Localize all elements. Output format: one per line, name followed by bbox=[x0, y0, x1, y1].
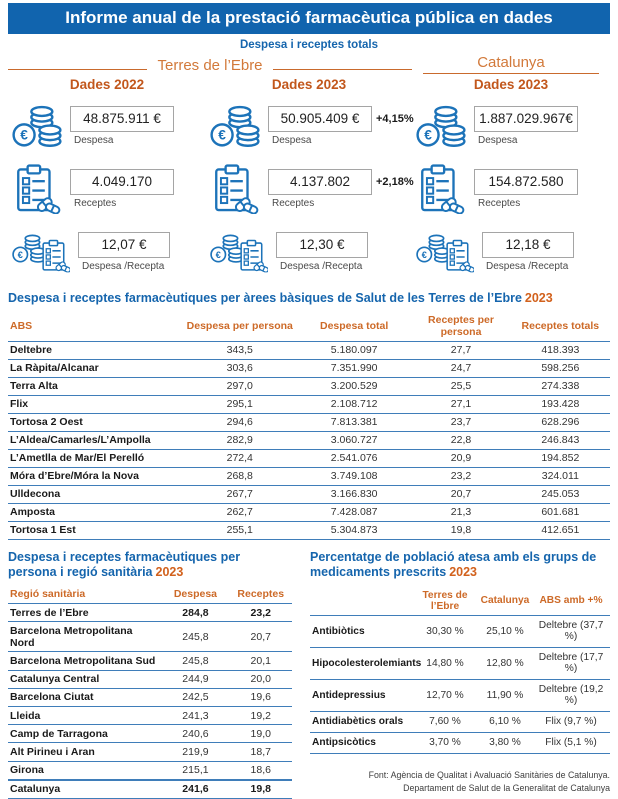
table-row bbox=[8, 670, 292, 688]
despesa-delta: +4,15% bbox=[376, 112, 414, 125]
abs-max-cell: Deltebre (17,7 %) bbox=[532, 647, 610, 679]
coins-clipboard-icon bbox=[416, 228, 474, 276]
despesa-persona-cell: 268,8 bbox=[183, 467, 297, 485]
med-group-cell: Antibiòtics bbox=[310, 615, 412, 647]
tde-percent-cell: 30,30 % bbox=[412, 615, 478, 647]
table-row bbox=[8, 743, 292, 761]
despesa-cell: 240,6 bbox=[161, 725, 229, 743]
page-title: Informe anual de la prestació farmacèutica pública en dades bbox=[65, 8, 553, 27]
bottom-section bbox=[8, 550, 610, 799]
table-row bbox=[8, 377, 610, 395]
receptes-totals-cell: 598.256 bbox=[511, 359, 610, 377]
abs-table-header-row bbox=[8, 310, 610, 342]
despesa-cell: 241,6 bbox=[161, 780, 229, 799]
region-name-cell: Barcelona Metropolitana Sud bbox=[8, 652, 161, 670]
region-name-cell: Girona bbox=[8, 761, 161, 780]
receptes-cell: 20,7 bbox=[230, 622, 292, 652]
despesa-total-cell: 3.166.830 bbox=[297, 485, 411, 503]
table-row bbox=[8, 622, 292, 652]
abs-name-cell: Amposta bbox=[8, 503, 183, 521]
abs-max-cell: Flix (9,7 %) bbox=[532, 711, 610, 732]
group-label-catalunya: Catalunya bbox=[477, 54, 545, 71]
table-row bbox=[8, 431, 610, 449]
stat-receptes-tde-2023 bbox=[206, 157, 412, 220]
abs-name-cell: Deltebre bbox=[8, 341, 183, 359]
stat-label-receptes: Receptes bbox=[272, 197, 315, 209]
stat-label-despesa-recepta: Despesa /Recepta bbox=[280, 260, 363, 272]
despesa-total-cell: 5.180.097 bbox=[297, 341, 411, 359]
table-row bbox=[8, 688, 292, 706]
territory-group-row bbox=[8, 54, 610, 74]
stat-label-receptes: Receptes bbox=[74, 197, 117, 209]
despesa-persona-cell: 262,7 bbox=[183, 503, 297, 521]
stat-label-despesa: Despesa bbox=[272, 134, 312, 146]
despesa-cell: 241,3 bbox=[161, 707, 229, 725]
receptes-persona-cell: 20,9 bbox=[411, 449, 510, 467]
orange-rule bbox=[273, 69, 412, 70]
despesa-cell: 245,8 bbox=[161, 622, 229, 652]
clipboard-pills-icon bbox=[210, 164, 260, 214]
meds-table-title-year: 2023 bbox=[449, 565, 477, 580]
region-name-cell: Terres de l’Ebre bbox=[8, 604, 161, 622]
receptes-persona-cell: 25,5 bbox=[411, 377, 510, 395]
coins-clipboard-icon bbox=[210, 228, 268, 276]
region-table-title-text: Despesa i receptes farmacèutiques per persona i regió sanitària bbox=[8, 549, 241, 580]
despesa-value: 50.905.409 € bbox=[268, 106, 372, 132]
column-header: Despesa total bbox=[320, 319, 389, 332]
despesa-total-cell: 2.541.076 bbox=[297, 449, 411, 467]
meds-table bbox=[310, 586, 610, 754]
table-row bbox=[310, 711, 610, 732]
despesa-persona-cell: 272,4 bbox=[183, 449, 297, 467]
table-row bbox=[8, 604, 292, 622]
meds-table-title-text: Percentatge de població atesa amb els grups de medicaments prescrits bbox=[310, 549, 597, 580]
despesa-persona-cell: 295,1 bbox=[183, 395, 297, 413]
abs-table-section bbox=[8, 291, 610, 540]
period-row bbox=[8, 77, 610, 92]
despesa-cell: 284,8 bbox=[161, 604, 229, 622]
coins-clipboard-icon bbox=[12, 228, 70, 276]
table-row bbox=[8, 503, 610, 521]
receptes-cell: 19,6 bbox=[230, 688, 292, 706]
region-name-cell: Alt Pirineu i Aran bbox=[8, 743, 161, 761]
column-header: Catalunya bbox=[480, 595, 530, 607]
group-label-terres-ebre: Terres de l’Ebre bbox=[157, 57, 263, 74]
tde-percent-cell: 12,70 % bbox=[412, 679, 478, 711]
table-row bbox=[8, 341, 610, 359]
abs-name-cell: Flix bbox=[8, 395, 183, 413]
stat-label-despesa-recepta: Despesa /Recepta bbox=[82, 260, 165, 272]
meds-table-header-row bbox=[310, 586, 610, 616]
despesa-recepta-value: 12,18 € bbox=[482, 232, 574, 258]
med-group-cell: Hipocolesterolemiants bbox=[310, 647, 412, 679]
receptes-persona-cell: 20,7 bbox=[411, 485, 510, 503]
region-name-cell: Barcelona Ciutat bbox=[8, 688, 161, 706]
despesa-total-cell: 5.304.873 bbox=[297, 521, 411, 539]
med-group-cell: Antidiabètics orals bbox=[310, 711, 412, 732]
receptes-totals-cell: 628.296 bbox=[511, 413, 610, 431]
receptes-value: 4.049.170 bbox=[70, 169, 174, 195]
despesa-cell: 242,5 bbox=[161, 688, 229, 706]
abs-name-cell: Tortosa 1 Est bbox=[8, 521, 183, 539]
receptes-persona-cell: 22,8 bbox=[411, 431, 510, 449]
receptes-cell: 23,2 bbox=[230, 604, 292, 622]
abs-name-cell: L’Aldea/Camarles/L’Ampolla bbox=[8, 431, 183, 449]
receptes-persona-cell: 21,3 bbox=[411, 503, 510, 521]
period-label-2023-tde: Dades 2023 bbox=[271, 77, 347, 92]
group-terres-ebre bbox=[8, 54, 412, 74]
source-line-1: Font: Agència de Qualitat i Avaluació Sanitàries de Catalunya. bbox=[368, 769, 610, 780]
receptes-totals-cell: 193.428 bbox=[511, 395, 610, 413]
abs-name-cell: Ulldecona bbox=[8, 485, 183, 503]
receptes-persona-cell: 27,7 bbox=[411, 341, 510, 359]
source-line-2: Departament de Salut de la Generalitat de Catalunya bbox=[403, 782, 610, 793]
column-header: ABS amb +% bbox=[539, 595, 603, 607]
despesa-cell: 244,9 bbox=[161, 670, 229, 688]
meds-table-body bbox=[310, 615, 610, 753]
table-row bbox=[8, 652, 292, 670]
receptes-cell: 19,2 bbox=[230, 707, 292, 725]
stat-despesa-recepta-cat-2023 bbox=[412, 220, 610, 283]
receptes-cell: 18,6 bbox=[230, 761, 292, 780]
column-header: Regió sanitària bbox=[10, 588, 86, 601]
region-name-cell: Catalunya bbox=[8, 780, 161, 799]
table-row bbox=[8, 395, 610, 413]
despesa-persona-cell: 255,1 bbox=[183, 521, 297, 539]
region-name-cell: Camp de Tarragona bbox=[8, 725, 161, 743]
report-title-bar bbox=[8, 3, 610, 34]
clipboard-pills-icon bbox=[12, 164, 62, 214]
period-label-2022: Dades 2022 bbox=[69, 77, 145, 92]
abs-max-cell: Flix (5,1 %) bbox=[532, 732, 610, 753]
abs-name-cell: Tortosa 2 Oest bbox=[8, 413, 183, 431]
receptes-persona-cell: 27,1 bbox=[411, 395, 510, 413]
table-row bbox=[8, 449, 610, 467]
receptes-persona-cell: 23,2 bbox=[411, 467, 510, 485]
receptes-cell: 18,7 bbox=[230, 743, 292, 761]
abs-name-cell: La Ràpita/Alcanar bbox=[8, 359, 183, 377]
table-row bbox=[310, 615, 610, 647]
column-header: ABS bbox=[10, 319, 33, 332]
cat-percent-cell: 25,10 % bbox=[478, 615, 532, 647]
abs-max-cell: Deltebre (19,2 %) bbox=[532, 679, 610, 711]
despesa-recepta-value: 12,30 € bbox=[276, 232, 368, 258]
despesa-cell: 245,8 bbox=[161, 652, 229, 670]
receptes-delta: +2,18% bbox=[376, 175, 414, 188]
column-header: Receptes bbox=[237, 588, 285, 601]
despesa-total-cell: 7.351.990 bbox=[297, 359, 411, 377]
table-row bbox=[8, 725, 292, 743]
receptes-persona-cell: 23,7 bbox=[411, 413, 510, 431]
stat-receptes-cat-2023 bbox=[412, 157, 610, 220]
despesa-persona-cell: 267,7 bbox=[183, 485, 297, 503]
euro-coins-icon bbox=[12, 101, 62, 151]
receptes-cell: 19,0 bbox=[230, 725, 292, 743]
receptes-totals-cell: 274.338 bbox=[511, 377, 610, 395]
column-header: Terres de l’Ebre bbox=[422, 589, 468, 612]
column-header: Despesa bbox=[173, 588, 218, 601]
med-group-cell: Antipsicòtics bbox=[310, 732, 412, 753]
totals-stats-grid bbox=[8, 94, 610, 283]
despesa-value: 1.887.029.967€ bbox=[474, 106, 578, 132]
source-note bbox=[310, 769, 610, 799]
despesa-persona-cell: 303,6 bbox=[183, 359, 297, 377]
med-group-cell: Antidepressius bbox=[310, 679, 412, 711]
stat-label-despesa-recepta: Despesa /Recepta bbox=[486, 260, 569, 272]
table-row bbox=[310, 732, 610, 753]
receptes-persona-cell: 19,8 bbox=[411, 521, 510, 539]
receptes-totals-cell: 324.011 bbox=[511, 467, 610, 485]
tde-percent-cell: 7,60 % bbox=[412, 711, 478, 732]
region-name-cell: Lleida bbox=[8, 707, 161, 725]
abs-table bbox=[8, 310, 610, 540]
table-row bbox=[8, 413, 610, 431]
abs-name-cell: Móra d’Ebre/Móra la Nova bbox=[8, 467, 183, 485]
despesa-cell: 215,1 bbox=[161, 761, 229, 780]
receptes-value: 154.872.580 bbox=[474, 169, 578, 195]
table-row bbox=[8, 467, 610, 485]
region-table bbox=[8, 586, 292, 799]
despesa-persona-cell: 343,5 bbox=[183, 341, 297, 359]
stat-despesa-tde-2023 bbox=[206, 94, 412, 157]
receptes-totals-cell: 245.053 bbox=[511, 485, 610, 503]
table-row bbox=[310, 647, 610, 679]
abs-name-cell: Terra Alta bbox=[8, 377, 183, 395]
table-row bbox=[8, 761, 292, 780]
cat-percent-cell: 11,90 % bbox=[478, 679, 532, 711]
cat-percent-cell: 12,80 % bbox=[478, 647, 532, 679]
column-header: Receptes per persona bbox=[428, 313, 494, 338]
receptes-value: 4.137.802 bbox=[268, 169, 372, 195]
totals-subtitle: Despesa i receptes totals bbox=[239, 39, 379, 51]
despesa-persona-cell: 282,9 bbox=[183, 431, 297, 449]
table-row bbox=[310, 679, 610, 711]
region-name-cell: Catalunya Central bbox=[8, 670, 161, 688]
abs-table-title bbox=[8, 291, 610, 307]
receptes-cell: 19,8 bbox=[230, 780, 292, 799]
despesa-total-cell: 7.428.087 bbox=[297, 503, 411, 521]
abs-name-cell: L’Ametlla de Mar/El Perelló bbox=[8, 449, 183, 467]
cat-percent-cell: 3,80 % bbox=[478, 732, 532, 753]
despesa-persona-cell: 294,6 bbox=[183, 413, 297, 431]
despesa-total-cell: 2.108.712 bbox=[297, 395, 411, 413]
clipboard-pills-icon bbox=[416, 164, 466, 214]
despesa-total-cell: 3.749.108 bbox=[297, 467, 411, 485]
orange-rule bbox=[423, 73, 599, 74]
receptes-cell: 20,1 bbox=[230, 652, 292, 670]
table-row bbox=[8, 707, 292, 725]
tde-percent-cell: 14,80 % bbox=[412, 647, 478, 679]
receptes-cell: 20,0 bbox=[230, 670, 292, 688]
tde-percent-cell: 3,70 % bbox=[412, 732, 478, 753]
abs-table-body bbox=[8, 341, 610, 539]
despesa-value: 48.875.911 € bbox=[70, 106, 174, 132]
stat-receptes-tde-2022 bbox=[8, 157, 206, 220]
region-table-header-row bbox=[8, 586, 292, 604]
table-row bbox=[8, 521, 610, 539]
receptes-persona-cell: 24,7 bbox=[411, 359, 510, 377]
region-table-title bbox=[8, 550, 292, 581]
receptes-totals-cell: 412.651 bbox=[511, 521, 610, 539]
stat-despesa-cat-2023 bbox=[412, 94, 610, 157]
table-row bbox=[8, 780, 292, 799]
abs-table-title-text: Despesa i receptes farmacèutiques per àrees bàsiques de Salut de les Terres de l’Ebre bbox=[8, 291, 522, 305]
stat-label-despesa: Despesa bbox=[478, 134, 518, 146]
table-row bbox=[8, 359, 610, 377]
table-row bbox=[8, 485, 610, 503]
stat-label-receptes: Receptes bbox=[478, 197, 521, 209]
meds-table-section bbox=[310, 550, 610, 799]
column-header: Receptes totals bbox=[521, 319, 600, 332]
receptes-totals-cell: 418.393 bbox=[511, 341, 610, 359]
despesa-cell: 219,9 bbox=[161, 743, 229, 761]
region-table-section bbox=[8, 550, 292, 799]
abs-table-title-year: 2023 bbox=[524, 291, 553, 305]
column-header: Despesa per persona bbox=[186, 319, 293, 332]
despesa-total-cell: 3.200.529 bbox=[297, 377, 411, 395]
receptes-totals-cell: 601.681 bbox=[511, 503, 610, 521]
abs-max-cell: Deltebre (37,7 %) bbox=[532, 615, 610, 647]
despesa-total-cell: 7.813.381 bbox=[297, 413, 411, 431]
stat-despesa-recepta-tde-2023 bbox=[206, 220, 412, 283]
receptes-totals-cell: 246.843 bbox=[511, 431, 610, 449]
receptes-totals-cell: 194.852 bbox=[511, 449, 610, 467]
cat-percent-cell: 6,10 % bbox=[478, 711, 532, 732]
stat-despesa-recepta-tde-2022 bbox=[8, 220, 206, 283]
euro-coins-icon bbox=[416, 101, 466, 151]
despesa-total-cell: 3.060.727 bbox=[297, 431, 411, 449]
column-header-empty bbox=[310, 586, 412, 616]
meds-table-title bbox=[310, 550, 610, 581]
despesa-recepta-value: 12,07 € bbox=[78, 232, 170, 258]
region-table-body bbox=[8, 604, 292, 799]
group-catalunya bbox=[412, 54, 610, 74]
stat-despesa-tde-2022 bbox=[8, 94, 206, 157]
stat-label-despesa: Despesa bbox=[74, 134, 114, 146]
orange-rule bbox=[8, 69, 147, 70]
despesa-persona-cell: 297,0 bbox=[183, 377, 297, 395]
period-label-2023-cat: Dades 2023 bbox=[473, 77, 549, 92]
region-table-title-year: 2023 bbox=[155, 565, 184, 580]
euro-coins-icon bbox=[210, 101, 260, 151]
region-name-cell: Barcelona Metropolitana Nord bbox=[8, 622, 161, 652]
